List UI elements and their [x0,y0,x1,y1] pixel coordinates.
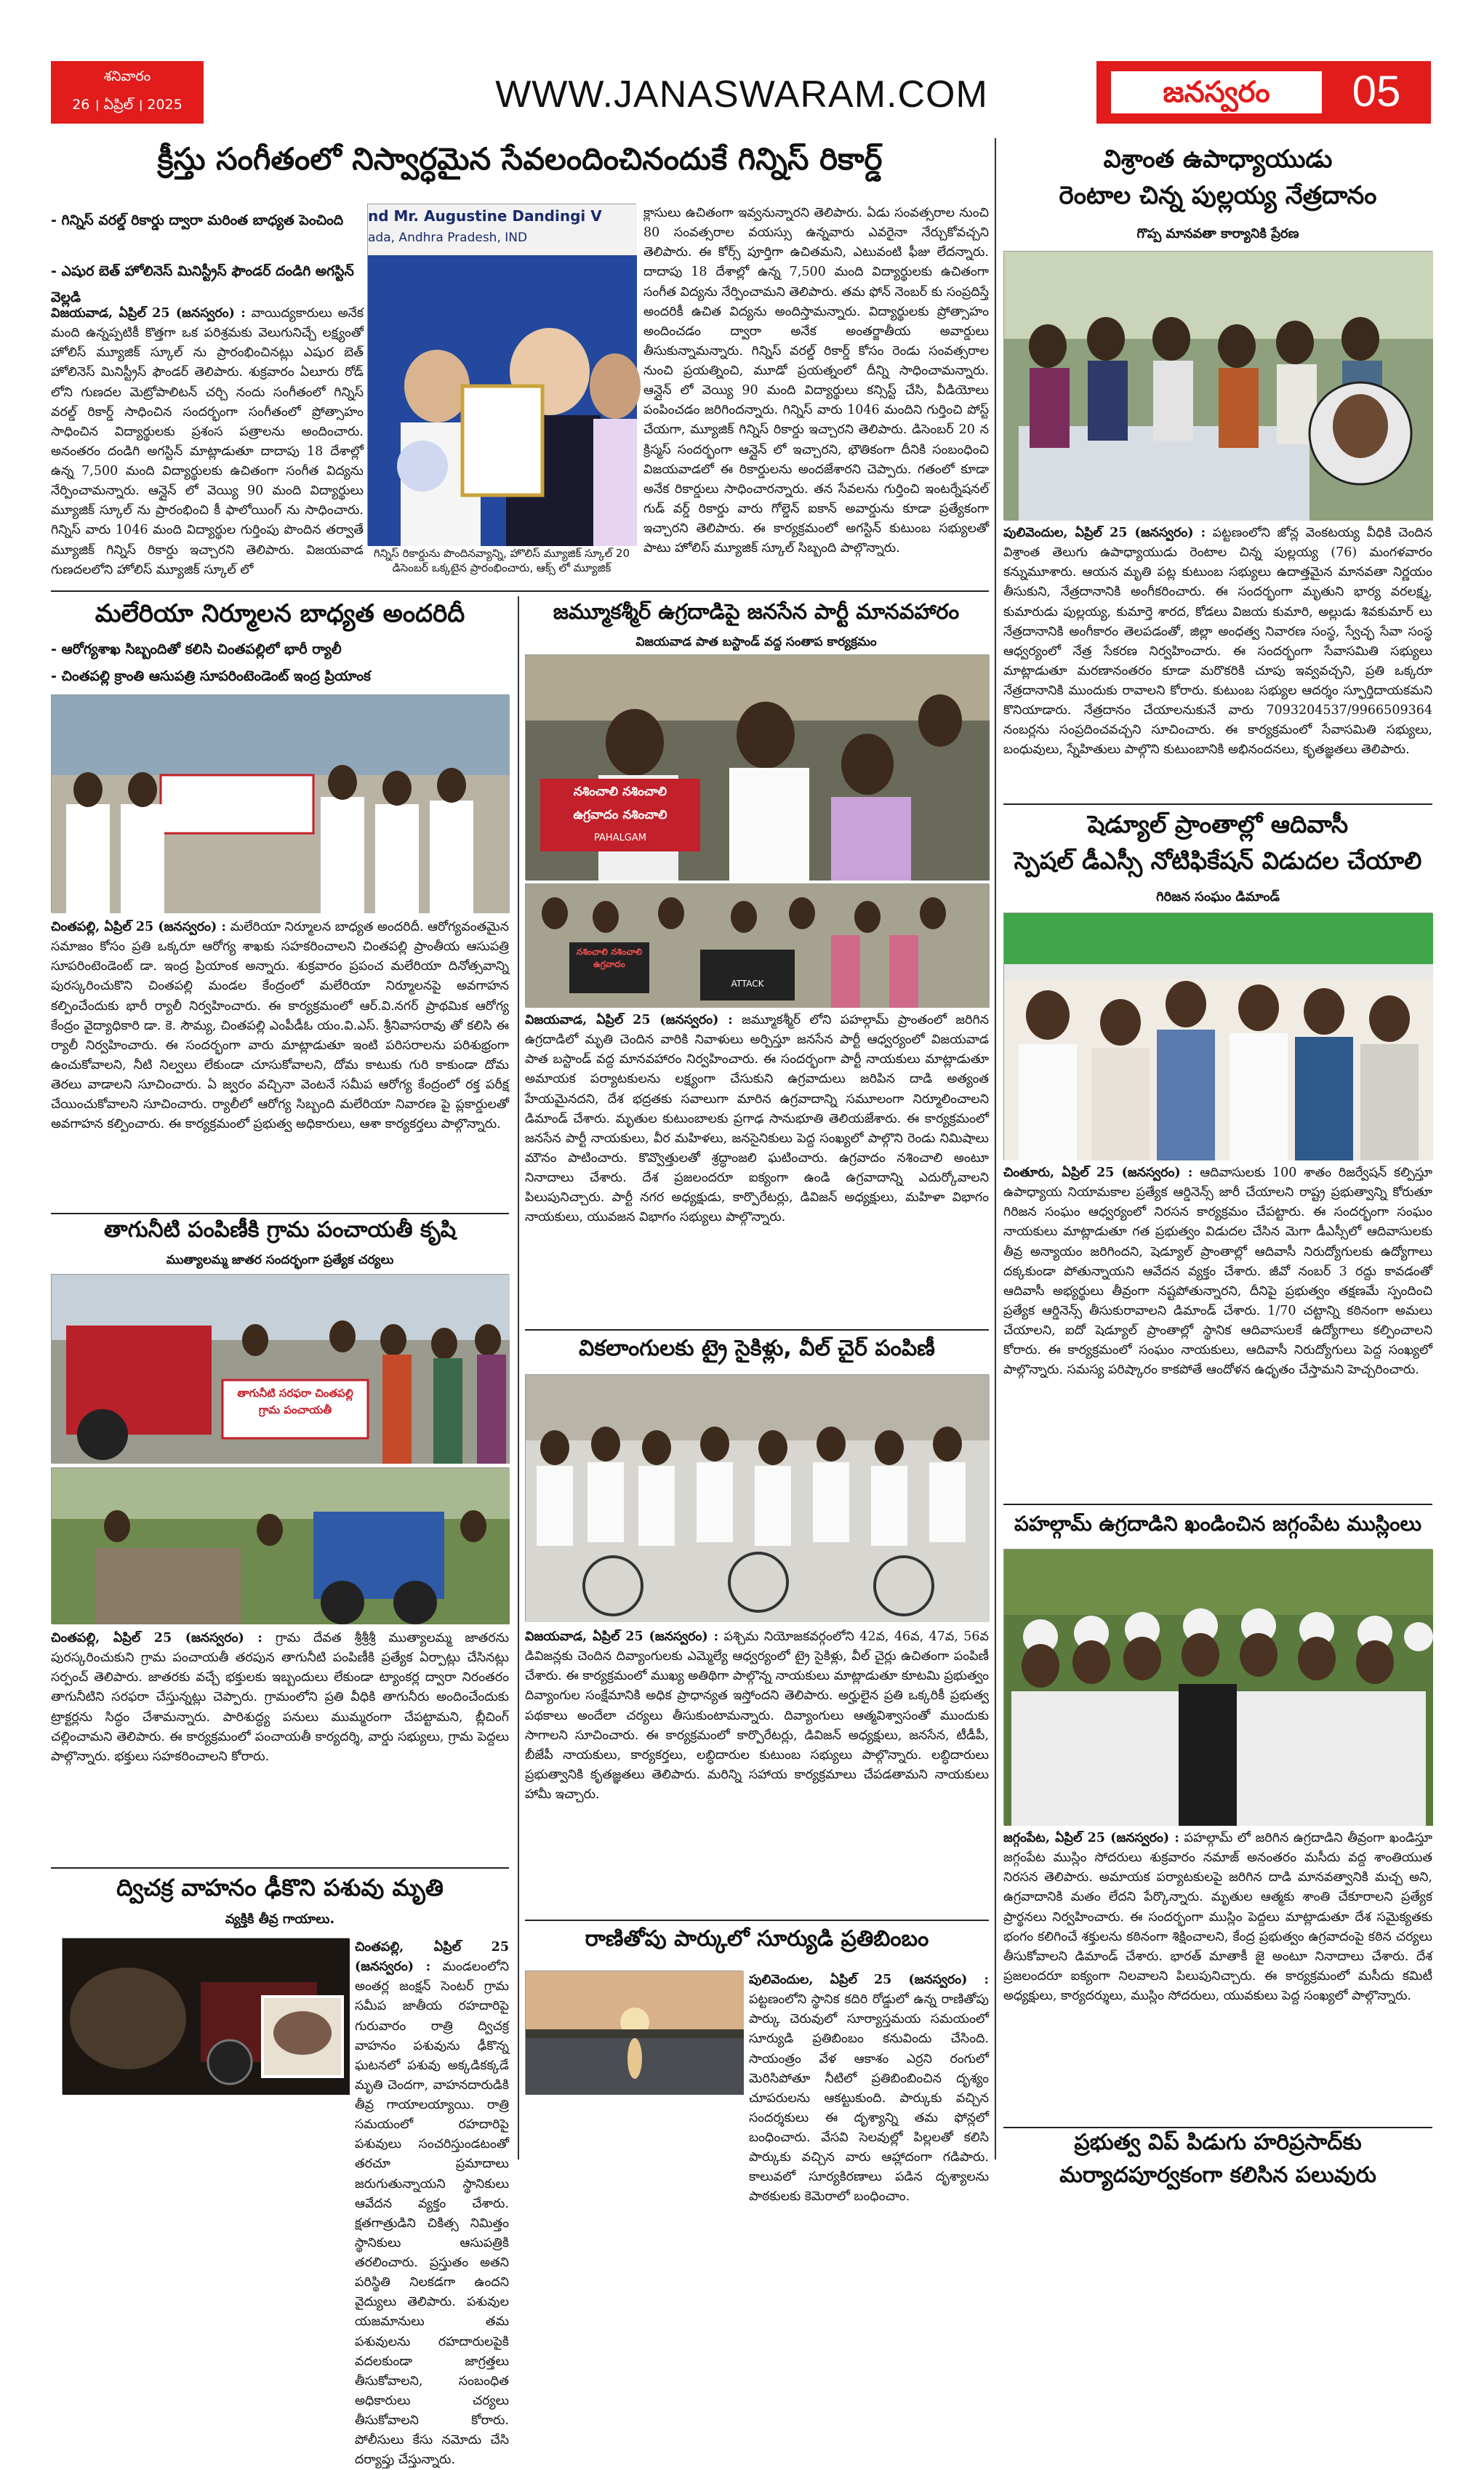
story9-body-text: మండలంలోని అంతర్ల జంక్షన్ సెంటర్ గ్రామ సమీప జాతీయ రహదారిపై గురువారం రాత్రి ద్విచక్ర వాహనం పశువును ఢీకొన్న ఘటనలో పశువు అక్కడికక్కడే మృతి చెందగా, వాహనదారుడికి తీవ్ర గాయాలయ్యాయి. రాత్రి సమయంలో రహదారిపై పశువులు సంచరిస్తుండటంతో తరచూ ప్రమాదాలు జరుగుతున్నాయని స్థానికులు ఆవేదన వ్యక్తం చేశారు. క్షతగాత్రుడిని చికిత్స నిమిత్తం స్థానికులు ఆసుపత్రికి తరలించారు. ప్రస్తుతం అతని పరిస్థితి నిలకడగా ఉందని వైద్యులు తెలిపారు. పశువుల యజమానులు తమ పశువులను రహదారులపైకి వదలకుండా జాగ్రత్తలు తీసుకోవాలని, సంబంధిత అధికారులు చర్యలు తీసుకోవాలని కోరారు. పోలీసులు కేసు నమోదు చేసి దర్యాప్తు చేస్తున్నారు. [355,1960,509,2468]
story5-tagline: గిరిజన సంఘం డిమాండ్ [1156,889,1280,905]
story10-photo-svg [526,1971,744,2095]
story1-photo-caption: గిన్నిస్ రికార్డును పొందినవ్యాన్ని, హొలిస్ మ్యూజిక్ స్కూల్ 20 డిసెంబర్ ఒక్కటైన ప్రారంభించారు, ఆక్స్ లో మ్యూజిక్ [373,547,630,574]
story10-body [749,1970,989,2205]
story3-body-text: మలేరియా నిర్మూలన బాధ్యత అందరిదీ. ఆరోగ్యవంతమైన సమాజం కోసం ప్రతి ఒక్కరూ ఆరోగ్య శాఖకు సహకరించాలని చింతపల్లి ప్రాంతీయ ఆసుపత్రి సూపరింటెండెంట్ డా. ఇంద్ర ప్రియాంక అన్నారు. శుక్రవారం ప్రపంచ మలేరియా దినోత్సవాన్ని పురస్కరించుకొని చింతపల్లి మండల కేంద్రంలో మలేరియా నిర్మూలనపై అవగాహన కల్పించేందుకు భారీ ర్యాలీ నిర్వహించారు. ఈ కార్యక్రమంలో ఆర్.వి.నగర్ ప్రాథమిక ఆరోగ్య కేంద్రం వైద్యాధికారి డా. కె. సౌమ్య, చింతపల్లి ఎంపీడీఓ యం.వి.ఎస్. శ్రీనివాసరావు తో కలిసి ఈ ర్యాలీ నిర్వహించారు. ఈ సందర్భంగా వారు మాట్లాడుతూ ఇంటి పరిసరాలను పరిశుభ్రంగా ఉంచుకోవాలని, నీటి నిల్వలు లేకుండా చూసుకోవాలని, దోమ కాటుకు గురి కాకుండా దోమ తెరలు వాడాలని సూచించారు. ఏ జ్వరం వచ్చినా వెంటనే సమీప ఆరోగ్య కేంద్రంలో రక్త పరీక్ష చేయించుకోవాలని సూచించారు. ర్యాలీలో ఆరోగ్య సిబ్బంది మలేరియా నివారణ పై ప్లకార్డులతో అవగాహన కల్పించారు. ఈ కార్యక్రమంలో ప్రభుత్వ అధికారులు, ఆశా కార్యకర్తలు పాల్గొన్నారు. [51,920,509,1132]
story7-body [525,1627,989,1914]
story7-photo-svg [526,1375,990,1622]
story9-body [355,1938,509,2468]
story3-dateline: చింతపల్లి, ఏప్రిల్ 25 (జనస్వరం) : [51,920,226,934]
story3-photo [51,694,509,913]
date-box [51,61,204,124]
story1-photo [367,204,636,545]
divider-1 [51,590,989,592]
story7-headline: వికలాంగులకు ట్రై సైకిళ్లు, వీల్ చైర్ పంపిణీ [579,1336,935,1361]
story2-body-text: పట్టణంలోని జోన్ల వెంకటయ్య వీధికి చెందిన విశ్రాంత తెలుగు ఉపాధ్యాయుడు రెంటాల చిన్న పుల్లయ్య (76) మంగళవారం కన్నుమూశారు. ఆయన మృతి పట్ల కుటుంబ సభ్యులు ఉదాత్తమైన మానవతా నిర్ణయం తీసుకుని, నేత్రదానానికి అంగీకరించారు. ఈ సందర్భంగా మృతుని భార్య వరలక్ష్మ, కుమారుడు పుల్లయ్య, కుమార్తె శారద, కోడలు విజయ కుమారి, అల్లుడు శివకుమార్ లు నేత్రదానానికి అంగీకారం తెలపడంతో, జిల్లా అంధత్వ నివారణ సంస్థ, స్వేచ్ఛ సేవా సంస్థ ఆధ్వర్యంలో నేత్ర సేకరణ నిర్వహించారు. ఈ సందర్భంగా సేవాసమితి సభ్యులు మాట్లాడుతూ మరణానంతరం కూడా మరొకరికి చూపు ఇవ్వవచ్చని, ప్రతి ఒక్కరూ నేత్రదానానికి ముందుకు రావాలని కోరారు. కుటుంబ సభ్యుల ఆదర్శం స్ఫూర్తిదాయకమని కొనియాడారు. నేత్రదానం చేయాలనుకునే వారు 7093204537/9966509364 నంబర్లను సంప్రదించవచ్చని సూచించారు. ఈ కార్యక్రమంలో సేవాసమితి సభ్యులు, బంధువులు, స్నేహితులు పాల్గొని కుటుంబానికి అభినందనలు, కృతజ్ఞతలు తెలిపారు. [1003,526,1432,758]
paper-name: జనస్వరం [1111,71,1322,113]
story4-placard-1: నశించాలి నశించాలి ఉగ్రవాదం [576,947,643,969]
story3-headline: మలేరియా నిర్మూలన బాధ్యత అందరిదీ [95,599,465,628]
story10-headline: రాణితోపు పార్కులో సూర్యుడి ప్రతిబింబం [585,1926,929,1952]
story10-body-text: పట్టణంలోని స్థానిక కదిరి రోడ్డులో ఉన్న రాణితోపు పార్కు చెరువులో సూర్యాస్తమయ సమయంలో సూర్యుడి ప్రతిబింబం కనువిందు చేసింది. సాయంత్రం వేళ ఆకాశం ఎర్రని రంగులో మెరిసిపోతూ నీటిలో ప్రతిబింబించిన దృశ్యం చూపరులను ఆకట్టుకుంది. పార్కుకు వచ్చిన సందర్శకులు ఈ దృశ్యాన్ని తమ ఫోన్లలో బంధించారు. వేసవి సెలవుల్లో పిల్లలతో కలిసి పార్కుకు వచ్చిన వారు ఆహ్లాదంగా గడిపారు. కాలువలో సూర్యకిరణాలు పడిన దృశ్యాలను పాఠకులకు కెమెరాలో బంధించాం. [749,1992,989,2205]
divider-l1 [51,1213,509,1214]
story2-headline: విశ్రాంత ఉపాధ్యాయుడు [1103,145,1333,174]
story11-headline-2: మర్యాదపూర్వకంగా కలిసిన పలువురు [1059,2162,1376,2188]
story6-dateline: చింతపల్లి, ఏప్రిల్ 25 (జనస్వరం) : [51,1631,262,1645]
story9-tagline: వ్యక్తికి తీవ్ర గాయాలు. [225,1912,335,1927]
story8-photo-svg [1004,1549,1433,1826]
story2-tagline: గొప్ప మానవతా కార్యానికి ప్రేరణ [1136,226,1299,241]
story1-photo-banner2: ada, Andhra Pradesh, IND [368,230,528,245]
divider-r3 [1003,2127,1432,2128]
story2-body [1003,524,1432,800]
story6-photo-2 [51,1467,509,1624]
story5-body-text: ఆదివాసులకు 100 శాతం రిజర్వేషన్ కల్పిస్తూ ఉపాధ్యాయ నియామకాల ప్రత్యేక ఆర్డినెన్స్ జారీ చేయాలని రాష్ట్ర ప్రభుత్వాన్ని కోరుతూ గిరిజన సంఘం ఆధ్వర్యంలో నిరసన కార్యక్రమం చేపట్టారు. ఈ సందర్భంగా సంఘం నాయకులు మాట్లాడుతూ గత ప్రభుత్వం విడుదల చేసిన మెగా డీఎస్సీలో ఆదివాసులకు తీవ్ర అన్యాయం జరిగిందని, షెడ్యూల్ ప్రాంతాల్లో ఆదివాసీ నిరుద్యోగులకు ఉద్యోగాలు దక్కకుండా పోతున్నాయని ఆవేదన వ్యక్తం చేశారు. జీవో నంబర్ 3 రద్దు కావడంతో ఆదివాసీ అభ్యర్థులు తీవ్రంగా నష్టపోతున్నారని, దీనిపై ప్రభుత్వం తక్షణమే స్పందించి ప్రత్యేక ఆర్డినెన్స్ తీసుకురావాలని డిమాండ్ చేశారు. 1/70 చట్టాన్ని కఠినంగా అమలు చేయాలని, ఐదో షెడ్యూల్ ప్రాంతాల్లో స్థానిక ఆదివాసులకే ఉద్యోగాలు కల్పించాలని కోరారు. ఈ కార్యక్రమంలో సంఘం నాయకులు, ఆదివాసీ నిరుద్యోగులు పెద్ద సంఖ్యలో పాల్గొన్నారు. సమస్య పరిష్కారం కాకపోతే ఆందోళన ఉధృతం చేస్తామని హెచ్చరించారు. [1003,1166,1433,1378]
story4-body [525,1011,989,1323]
story7-body-text: పశ్చిమ నియోజకవర్గంలోని 42వ, 46వ, 47వ, 56వ డివిజన్లకు చెందిన దివ్యాంగులకు ఎమ్మెల్యే ఆధ్వర్యంలో ట్రై సైకిళ్లు, వీల్ చైర్లు ఉచితంగా పంపిణీ చేశారు. ఈ కార్యక్రమంలో ముఖ్య అతిథిగా పాల్గొన్న నాయకులు మాట్లాడుతూ కూటమి ప్రభుత్వం దివ్యాంగుల సంక్షేమానికి అధిక ప్రాధాన్యత ఇస్తోందని తెలిపారు. అర్హులైన ప్రతి ఒక్కరికీ ప్రభుత్వ పథకాలు అందేలా చర్యలు తీసుకుంటామన్నారు. దివ్యాంగులు ఆత్మవిశ్వాసంతో ముందుకు సాగాలని సూచించారు. ఈ కార్యక్రమంలో కార్పొరేటర్లు, డివిజన్ అధ్యక్షులు, జనసేన, టీడీపీ, బీజేపీ నాయకులు, కార్యకర్తలు, లబ్ధిదారుల కుటుంబ సభ్యులు పాల్గొన్నారు. లబ్ధిదారులు ప్రభుత్వానికి కృతజ్ఞతలు తెలిపారు. మరిన్ని సహాయ కార్యక్రమాలు చేపడతామని నాయకులు హామీ ఇచ్చారు. [525,1629,989,1802]
story6-photo-banner: తాగునీటి సరఫరా చింతపల్లి గ్రామ పంచాయతీ [237,1387,353,1416]
divider-r1 [1003,803,1432,805]
story9-headline: ద్విచక్ర వాహనం ఢీకొని పశువు మృతి [116,1874,444,1901]
story4-photo-1-svg [526,655,990,881]
story1-photo-svg [368,204,637,546]
story6-photo-1 [51,1274,509,1463]
page-number: 05 [1352,67,1401,116]
story5-headline: షెడ్యూల్ ప్రాంతాల్లో ఆదివాసీ [1087,810,1349,838]
story1-dateline: విజయవాడ, ఏప్రిల్ 25 (జనస్వరం) : [51,306,246,321]
paper-name-box [1096,61,1431,124]
story4-banner-1: నశించాలి నశించాలి [573,785,667,799]
story9-dateline: చింతపల్లి, ఏప్రిల్ 25 (జనస్వరం) : [355,1940,509,1975]
story2-photo-svg [1004,252,1433,521]
story8-body [1003,1829,1432,2123]
story5-body [1003,1163,1432,1498]
story9-photo-svg [63,1938,350,2095]
story4-photo-2-svg [526,884,990,1008]
story1-bullet-1: - గిన్నిస్ వరల్డ్ రికార్డు ద్వారా మరింత బాధ్యత పెంచింది [51,212,344,228]
story5-dateline: చింతూరు, ఏప్రిల్ 25 (జనస్వరం) : [1003,1166,1193,1180]
story4-photo-1 [525,654,989,880]
story2-dateline: పులివెందుల, ఏప్రిల్ 25 (జనస్వరం) : [1003,526,1206,540]
story9-photo [62,1938,349,2094]
story4-headline: జమ్మూకశ్మీర్ ఉగ్రదాడిపై జనసేన పార్టీ మానవహారం [553,599,960,624]
story3-bullet-1: - ఆరోగ్యశాఖ సిబ్బందితో కలిసి చింతపల్లిలో భారీ ర్యాలీ [51,641,342,657]
story6-photo-1-svg [52,1275,510,1464]
website-url[interactable]: WWW.JANASWARAM.COM [495,73,988,116]
left-column-rule [518,596,519,2160]
story4-body-text: జమ్మూకశ్మీర్ లోని పహల్గామ్ ప్రాంతంలో జరిగిన ఉగ్రదాడిలో మృతి చెందిన వారికి నివాళులు అర్పిస్తూ జనసేన పార్టీ ఆధ్వర్యంలో విజయవాడ పాత బస్టాండ్ వద్ద మానవహారం నిర్వహించారు. ఈ సందర్భంగా పార్టీ నాయకులు మాట్లాడుతూ అమాయక పర్యాటకులను లక్ష్యంగా చేసుకుని ఉగ్రవాదులు జరిపిన దాడి అత్యంత హేయమైనదని, దేశ భద్రతకు సవాలుగా మారిన ఉగ్రవాదాన్ని సమూలంగా నిర్మూలించాలని డిమాండ్ చేశారు. మృతుల కుటుంబాలకు ప్రగాఢ సానుభూతి తెలియజేశారు. ఈ కార్యక్రమంలో జనసేన పార్టీ నాయకులు, వీర మహిళలు, జనసైనికులు పెద్ద సంఖ్యలో పాల్గొని రెండు నిమిషాలు మౌనం పాటించారు. కొవ్వొత్తులతో శ్రద్ధాంజలి ఘటించారు. ఉగ్రవాదం నశించాలి అంటూ నినాదాలు చేశారు. దేశ ప్రజలందరూ ఐక్యంగా ఉండి ఉగ్రవాదాన్ని ఎదుర్కోవాలని పిలుపునిచ్చారు. పార్టీ నగర అధ్యక్షుడు, కార్పొరేటర్లు, డివిజన్ అధ్యక్షులు, మహిళా విభాగం నాయకులు, యువజన విభాగం సభ్యులు పాల్గొన్నారు. [525,1013,989,1225]
story1-body-text: వాయిద్యకారులు అనేక మంది ఉన్నప్పటికీ కొత్తగా ఒక పరిశ్రమకు వెలుగునిచ్చే లక్ష్యంతో హోలిస్ మ్యూజిక్ స్కూల్ ను ప్రారంభించినట్లు ఎషుర బెత్ హోలినెస్ మినిస్ట్రీస్ ఫౌండర్ తెలిపారు. శుక్రవారం ఏలూరు రోడ్ లోని గుణదల మెట్రోపాలిటన్ చర్చి నందు సంగీతంలో గిన్నిస్ వరల్డ్ రికార్డ్ సాధించిన సందర్భంగా సంగీతంలో ప్రోత్సాహం సాధించిన విద్యార్థులకు ప్రశంస పత్రాలను అందించారు. అనంతరం దండిగి అగస్టిన్ మాట్లాడుతూ దాదాపు 18 దేశాల్లో ఉన్న 7,500 మంది విద్యార్థులకు ఉచితంగా సంగీత విద్యను నేర్పించామన్నారు. ఆన్లైన్ లో వెయ్యి 90 మంది విద్యార్థులు మ్యూజిక్ స్కూల్ ను ప్రారంభించి కీ ఫాలోయింగ్ ను సాధించారు. గిన్నిస్ వారు 1046 మంది విద్యార్థుల గుర్తింపు పొందిన తర్వాతే మ్యూజిక్ గిన్నిస్ రికార్డు ఇచ్చారని తెలిపారు. విజయవాడ గుణదలలోని హోలిస్ మ్యూజిక్ స్కూల్ లో [51,306,364,577]
story6-photo-2-svg [52,1468,510,1624]
story8-dateline: జగ్గంపేట, ఏప్రిల్ 25 (జనస్వరం) : [1003,1831,1179,1845]
divider-r2 [1003,1504,1432,1505]
story1-body-col2: క్లాసులు ఉచితంగా ఇవ్వనున్నారని తెలిపారు. ఏడు సంవత్సరాల నుంచి 80 సంవత్సరాల వయస్సు ఉన్నవారు ఎవరైనా నేర్చుకోవచ్చని తెలిపారు. ఈ కోర్స్ పూర్తిగా ఉచితమని, ఎటువంటి ఫీజు లేదన్నారు. దాదాపు 18 దేశాల్లో ఉన్న 7,500 మంది విద్యార్థులకు ఉచితంగా సంగీత విద్యను నేర్పించామని తెలిపారు. తమ ఫోన్ నెంబర్ కు సంప్రదిస్తే అందరికీ ఉచిత విద్యను అందిస్తామన్నారు. విద్యార్థులకు ప్రోత్సాహం అందించడం ద్వారా అనేక అంతర్జాతీయ అవార్డులు తీసుకున్నామన్నారు. గిన్నిస్ వరల్డ్ రికార్డ్ కోసం రెండు సంవత్సరాల నుంచి ప్రయత్నించి, మూడో ప్రయత్నంలో దీన్ని సాధించామన్నారు. ఆన్లైన్ లో వెయ్యి 90 మంది విద్యార్థులు కన్సిస్ట్ చేసి, వీడియోలు పంపించడం జరిగిందన్నారు. గిన్నిస్ వారు 1046 మందిని గుర్తించి పోస్ట్ చేయగా, మ్యూజిక్ గిన్నిస్ రికార్డు ఇచ్చారని తెలిపారు. డిసెంబర్ 20 న క్రిస్మస్ సందర్భంగా ఆన్లైన్ లో ఇచ్చారని, భౌతికంగా దీనికి సంబంధించి విజయవాడలో ఈ రికార్డులను అందజేశారని చెప్పారు. గతంలో కూడా అనేక రికార్డులు సాధించారన్నారు. తన సేవలను గుర్తించి ఇంటర్నేషనల్ గుడ్ వర్డ్ రికార్డు వారు గోల్డెన్ ఐకాన్ అవార్డును కూడా ప్రత్యేకంగా ఇచ్చారని తెలిపారు. ఈ కార్యక్రమంలో అగస్టిన్ కుటుంబ సభ్యులతో పాటు హోలిస్ మ్యూజిక్ స్కూల్ సిబ్బంది పాల్గొన్నారు. [643,206,989,556]
story4-placard-2: ATTACK [731,979,764,989]
story8-headline: పహల్గామ్ ఉగ్రదాడిని ఖండించిన జగ్గంపేట ముస్లింలు [1014,1512,1422,1536]
story1-body [51,304,364,580]
story6-body-text: గ్రామ దేవత శ్రీశ్రీశ్రీ ముత్యాలమ్మ జాతరను పురస్కరించుకుని గ్రామ పంచాయతీ తరపున తాగునీటి పంపిణీకి ప్రత్యేక ఏర్పాట్లు చేసినట్లు సర్పంచ్ తెలిపారు. జాతరకు వచ్చే భక్తులకు ఇబ్బందులు లేకుండా ట్యాంకర్ల ద్వారా నిరంతరం తాగునీటిని సరఫరా చేస్తున్నట్లు చెప్పారు. గ్రామంలోని ప్రతి వీధికి తాగునీరు అందించేందుకు ట్రాక్టర్లను సిద్ధం చేశామన్నారు. పారిశుద్ధ్య పనులు ముమ్మరంగా చేపట్టామని, బ్లీచింగ్ చల్లించామని తెలిపారు. ఈ కార్యక్రమంలో పంచాయతీ కార్యదర్శి, వార్డు సభ్యులు, గ్రామ పెద్దలు పాల్గొన్నారు. భక్తులు సహకరించాలని కోరారు. [51,1631,509,1764]
divider-m1 [525,1329,989,1331]
story1-bullet-2: - ఎషుర బెత్ హోలినెస్ మినిస్ట్రీస్ ఫౌండర్ దండిగి అగస్టిన్ వెల్లడి [51,263,354,306]
story10-dateline: పులివెందుల, ఏప్రిల్ 25 (జనస్వరం) : [749,1973,989,1987]
story5-photo-svg [1004,913,1433,1160]
story4-photo-2 [525,883,989,1007]
story4-banner-3: PAHALGAM [594,833,646,843]
story7-dateline: విజయవాడ, ఏప్రిల్ 25 (జనస్వరం) : [525,1629,719,1644]
divider-l2 [51,1867,509,1869]
story7-photo [525,1374,989,1621]
story11-headline: ప్రభుత్వ విప్ పిడుగు హరిప్రసాద్‌కు [1074,2130,1362,2155]
story8-body-text: పహల్గామ్ లో జరిగిన ఉగ్రదాడిని తీవ్రంగా ఖండిస్తూ జగ్గంపేట ముస్లిం సోదరులు శుక్రవారం నమాజ్ అనంతరం మసీదు వద్ద శాంతియుత నిరసన తెలిపారు. అమాయక పర్యాటకులపై జరిగిన దాడి మానవత్వానికి మచ్చ అని, ఉగ్రవాదానికి మతం లేదని పేర్కొన్నారు. మృతుల ఆత్మకు శాంతి చేకూరాలని ప్రత్యేక ప్రార్థనలు నిర్వహించారు. ఈ సందర్భంగా ముస్లిం పెద్దలు మాట్లాడుతూ దేశ సమైక్యతకు భంగం కలిగించే శక్తులను కఠినంగా శిక్షించాలని, కేంద్ర ప్రభుత్వం ఉగ్రవాదంపై కఠిన చర్యలు తీసుకోవాలని డిమాండ్ చేశారు. భారత్ మాతాకీ జై అంటూ నినాదాలు చేశారు. దేశ ప్రజలందరూ ఐక్యంగా నిలవాలని పిలుపునిచ్చారు. ఈ కార్యక్రమంలో మసీదు కమిటీ అధ్యక్షులు, కార్యదర్శులు, ముస్లిం సోదరులు, యువకులు పెద్ద సంఖ్యలో పాల్గొన్నారు. [1003,1831,1432,2003]
story4-tagline: విజయవాడ పాత బస్టాండ్ వద్ద సంతాప కార్యక్రమం [635,635,877,649]
day-label: శనివారం [103,68,151,84]
story5-photo [1003,913,1432,1160]
story2-headline-2: రెంటాల చిన్న పుల్లయ్య నేత్రదానం [1059,181,1377,210]
story4-banner-2: ఉగ్రవాదం నశించాలి [573,808,667,822]
divider-m2 [525,1920,989,1921]
story4-dateline: విజయవాడ, ఏప్రిల్ 25 (జనస్వరం) : [525,1013,733,1027]
story2-photo [1003,251,1432,520]
story10-photo [525,1970,743,2094]
story1-headline: క్రీస్తు సంగీతంలో నిస్వార్ధమైన సేవలందించినందుకే గిన్నిస్ రికార్డ్ [157,141,883,177]
story1-photo-banner: nd Mr. Augustine Dandingi V [368,207,602,225]
story3-bullet-2: - చింతపల్లి క్రాంతి ఆసుపత్రి సూపరింటెండెంట్ ఇంద్ర ప్రియాంక [51,668,371,684]
story3-body [51,918,509,1208]
story6-headline: తాగునీటి పంపిణీకి గ్రామ పంచాయతీ కృషి [103,1217,457,1243]
story6-tagline: ముత్యాలమ్మ జాతర సందర్భంగా ప్రత్యేక చర్యలు [166,1253,394,1267]
story8-photo [1003,1549,1432,1825]
date-label: 26 । ఏప్రిల్ । 2025 [72,97,183,113]
story3-photo-svg [52,695,510,913]
story6-body [51,1629,509,1861]
right-column-rule [995,138,996,2160]
story5-headline-2: స్పెషల్ డీఎస్సీ నోటిఫికేషన్ విడుదల చేయాలి [1014,846,1422,875]
